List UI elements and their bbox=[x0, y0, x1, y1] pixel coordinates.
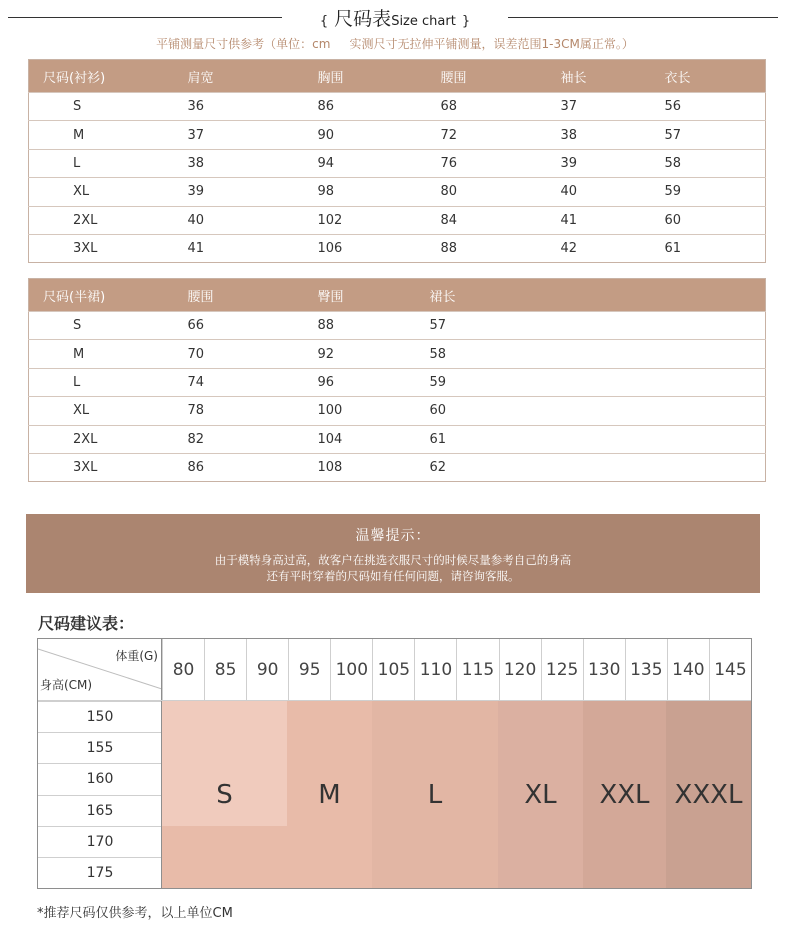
measure-cell: 39 bbox=[174, 178, 304, 206]
table-row bbox=[29, 121, 766, 149]
size-cell: S bbox=[29, 93, 174, 121]
size-cell: XL bbox=[29, 397, 174, 425]
measure-cell: 100 bbox=[304, 397, 416, 425]
height-row-cell: 150 bbox=[38, 701, 162, 732]
shirt-header-cell: 肩宽 bbox=[174, 60, 304, 93]
size-cell: M bbox=[29, 340, 174, 368]
header-corner-cell bbox=[38, 639, 162, 701]
height-row-cell: 160 bbox=[38, 763, 162, 794]
measure-cell: 94 bbox=[304, 149, 427, 177]
measure-cell: 62 bbox=[416, 453, 766, 481]
size-label-xxxl: XXXL bbox=[674, 780, 743, 811]
shirt-size-table bbox=[28, 59, 766, 263]
measure-cell: 56 bbox=[651, 93, 766, 121]
measure-cell: 59 bbox=[416, 368, 766, 396]
measure-cell: 98 bbox=[304, 178, 427, 206]
weight-header-cell: 140 bbox=[667, 639, 709, 701]
weight-header-cell: 145 bbox=[709, 639, 751, 701]
tips-banner bbox=[26, 514, 760, 593]
measure-cell: 37 bbox=[547, 93, 651, 121]
title-en: Size chart bbox=[391, 14, 456, 29]
weight-header-cell: 100 bbox=[330, 639, 372, 701]
measure-cell: 59 bbox=[651, 178, 766, 206]
measure-cell: 40 bbox=[547, 178, 651, 206]
shirt-header-cell: 袖长 bbox=[547, 60, 651, 93]
skirt-size-table bbox=[28, 278, 766, 482]
measure-cell: 60 bbox=[651, 206, 766, 234]
measure-cell: 84 bbox=[427, 206, 547, 234]
weight-header-cell: 115 bbox=[456, 639, 498, 701]
title-brace-open: { bbox=[319, 14, 329, 29]
measure-cell: 78 bbox=[174, 397, 304, 425]
note-right: 实测尺寸无拉伸平铺测量，误差范围1-3CM属正常。） bbox=[349, 37, 634, 51]
measure-cell: 58 bbox=[416, 340, 766, 368]
weight-header-cell: 110 bbox=[414, 639, 456, 701]
table-row bbox=[29, 312, 766, 340]
weight-header-cell: 130 bbox=[583, 639, 625, 701]
size-label-xxl: XXL bbox=[599, 780, 650, 811]
weight-header-cell: 95 bbox=[288, 639, 330, 701]
weight-header-cell: 85 bbox=[204, 639, 246, 701]
measure-cell: 108 bbox=[304, 453, 416, 481]
size-cell: L bbox=[29, 149, 174, 177]
shirt-table-header bbox=[29, 60, 766, 93]
measure-cell: 82 bbox=[174, 425, 304, 453]
measure-cell: 88 bbox=[427, 234, 547, 262]
weight-header-cell: 120 bbox=[499, 639, 541, 701]
tips-line-2: 还有平时穿着的尺码如有任何问题，请咨询客服。 bbox=[266, 569, 520, 583]
measure-cell: 92 bbox=[304, 340, 416, 368]
measure-cell: 57 bbox=[416, 312, 766, 340]
skirt-header-cell: 腰围 bbox=[174, 279, 304, 312]
measure-cell: 38 bbox=[174, 149, 304, 177]
measure-cell: 58 bbox=[651, 149, 766, 177]
measure-cell: 41 bbox=[547, 206, 651, 234]
skirt-table-header bbox=[29, 279, 766, 312]
measure-cell: 42 bbox=[547, 234, 651, 262]
measure-cell: 86 bbox=[174, 453, 304, 481]
note-left: 平铺测量尺寸供参考（单位：cm bbox=[156, 37, 331, 51]
size-cell: M bbox=[29, 121, 174, 149]
measure-cell: 86 bbox=[304, 93, 427, 121]
measure-cell: 72 bbox=[427, 121, 547, 149]
recommend-title: 尺码建议表： bbox=[38, 614, 135, 633]
measure-cell: 41 bbox=[174, 234, 304, 262]
table-row bbox=[29, 149, 766, 177]
size-cell: 3XL bbox=[29, 234, 174, 262]
size-cell: 2XL bbox=[29, 206, 174, 234]
measure-cell: 37 bbox=[174, 121, 304, 149]
measure-cell: 60 bbox=[416, 397, 766, 425]
measure-cell: 96 bbox=[304, 368, 416, 396]
table-row bbox=[29, 453, 766, 481]
size-label-xl: XL bbox=[524, 780, 557, 811]
height-label: 身高(CM) bbox=[40, 678, 93, 692]
measure-cell: 61 bbox=[651, 234, 766, 262]
shirt-header-cell: 胸围 bbox=[304, 60, 427, 93]
measure-cell: 39 bbox=[547, 149, 651, 177]
table-row bbox=[29, 206, 766, 234]
tips-heading: 温馨提示： bbox=[355, 528, 431, 544]
footer-note: *推荐尺码仅供参考，以上单位CM bbox=[37, 906, 233, 921]
table-row bbox=[29, 234, 766, 262]
weight-header-cell: 105 bbox=[372, 639, 414, 701]
measure-cell: 57 bbox=[651, 121, 766, 149]
measure-cell: 61 bbox=[416, 425, 766, 453]
height-row-cell: 175 bbox=[38, 857, 162, 888]
measure-cell: 40 bbox=[174, 206, 304, 234]
shirt-header-cell: 衣长 bbox=[651, 60, 766, 93]
size-chart-title bbox=[0, 0, 790, 34]
size-label-l: L bbox=[427, 780, 443, 811]
weight-header-cell: 90 bbox=[246, 639, 288, 701]
measure-cell: 76 bbox=[427, 149, 547, 177]
size-label-m: M bbox=[318, 780, 341, 811]
measure-cell: 68 bbox=[427, 93, 547, 121]
height-row-cell: 155 bbox=[38, 732, 162, 763]
weight-header-cell: 80 bbox=[162, 639, 204, 701]
measure-cell: 38 bbox=[547, 121, 651, 149]
skirt-header-cell: 臀围 bbox=[304, 279, 416, 312]
measure-cell: 88 bbox=[304, 312, 416, 340]
measure-cell: 102 bbox=[304, 206, 427, 234]
measure-cell: 74 bbox=[174, 368, 304, 396]
table-row bbox=[29, 340, 766, 368]
table-row bbox=[29, 178, 766, 206]
measure-cell: 36 bbox=[174, 93, 304, 121]
measure-cell: 90 bbox=[304, 121, 427, 149]
tips-line-1: 由于模特身高过高，故客户在挑选衣服尺寸的时候尽量参考自己的身高 bbox=[214, 553, 572, 567]
title-brace-close: } bbox=[461, 14, 471, 29]
table-row bbox=[29, 93, 766, 121]
weight-label: 体重(G) bbox=[115, 649, 158, 663]
skirt-header-cell: 尺码(半裙) bbox=[29, 279, 174, 312]
weight-header-cell: 125 bbox=[541, 639, 583, 701]
table-row bbox=[29, 425, 766, 453]
shirt-header-cell: 尺码(衬衫) bbox=[29, 60, 174, 93]
measure-cell: 70 bbox=[174, 340, 304, 368]
size-cell: L bbox=[29, 368, 174, 396]
height-row-cell: 170 bbox=[38, 826, 162, 857]
page-title bbox=[0, 4, 790, 31]
height-row-cell: 165 bbox=[38, 795, 162, 826]
skirt-header-cell: 裙长 bbox=[416, 279, 766, 312]
shirt-header-cell: 腰围 bbox=[427, 60, 547, 93]
size-cell: 2XL bbox=[29, 425, 174, 453]
measure-cell: 66 bbox=[174, 312, 304, 340]
size-cell: 3XL bbox=[29, 453, 174, 481]
size-label-s: S bbox=[216, 780, 233, 811]
title-cn: 尺码表 bbox=[334, 8, 392, 30]
weight-header-cell: 135 bbox=[625, 639, 667, 701]
measure-cell: 80 bbox=[427, 178, 547, 206]
table-row bbox=[29, 397, 766, 425]
measure-cell: 104 bbox=[304, 425, 416, 453]
size-cell: XL bbox=[29, 178, 174, 206]
size-cell: S bbox=[29, 312, 174, 340]
measure-cell: 106 bbox=[304, 234, 427, 262]
table-row bbox=[29, 368, 766, 396]
size-recommend-table bbox=[37, 638, 752, 889]
measurement-note bbox=[0, 35, 790, 52]
